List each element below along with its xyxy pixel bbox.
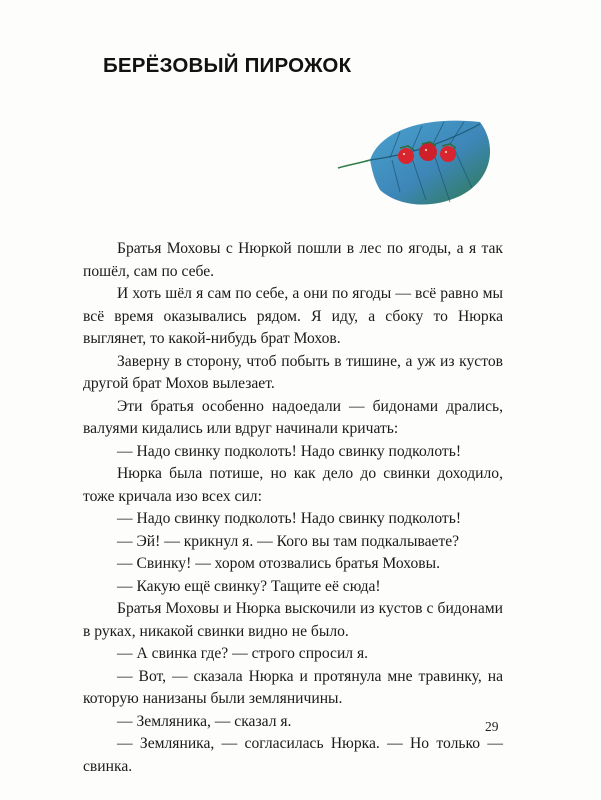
paragraph: — А свинка где? — строго спросил я. <box>117 645 369 662</box>
chapter-title: БЕРЁЗОВЫЙ ПИРОЖОК <box>103 54 352 77</box>
paragraph: — Какую ещё свинку? Тащите её сюда! <box>117 577 381 595</box>
leaf-with-strawberries-illustration <box>330 108 505 213</box>
paragraph: И хоть шёл я сам по себе, а они по ягоды — всё равно мы всё время оказывались рядом. Я иду, а сбоку то Нюрка выглянет, то какой-нибудь брат Мохов. <box>83 285 503 347</box>
paragraph: — Надо свинку подколоть! Надо свинку подколоть! <box>117 510 462 527</box>
paragraph: — Вот, — сказала Нюрка и протянула мне травинку, на которую нанизаны были земляничины. <box>83 667 503 707</box>
paragraph: — Земляника, — согласилась Нюрка. — Но только — свинка. <box>83 735 503 775</box>
paragraph: — Свинку! — хором отозвались братья Моховы. <box>117 555 441 572</box>
leaf-icon <box>338 121 490 205</box>
paragraph: Эти братья особенно надоедали — бидонами дрались, валуями кидались или вдруг начинали кричать: <box>83 397 503 437</box>
page-number: 29 <box>485 719 499 734</box>
paragraph: Заверну в сторону, чтоб побыть в тишине, а уж из кустов другой брат Мохов вылезает. <box>83 352 503 392</box>
paragraph: — Эй! — крикнул я. — Кого вы там подкалываете? <box>117 532 460 550</box>
paragraph: Нюрка была потише, но как дело до свинки доходило, тоже кричала изо всех сил: <box>83 465 503 505</box>
paragraph: — Надо свинку подколоть! Надо свинку подколоть! <box>117 442 462 460</box>
paragraph: — Земляника, — сказал я. <box>117 712 292 730</box>
story-text <box>83 238 503 778</box>
paragraph: Братья Моховы и Нюрка выскочили из кустов с бидонами в руках, никакой свинки видно не было. <box>83 600 503 640</box>
paragraph: Братья Моховы с Нюркой пошли в лес по ягоды, а я так пошёл, сам по себе. <box>83 240 503 280</box>
